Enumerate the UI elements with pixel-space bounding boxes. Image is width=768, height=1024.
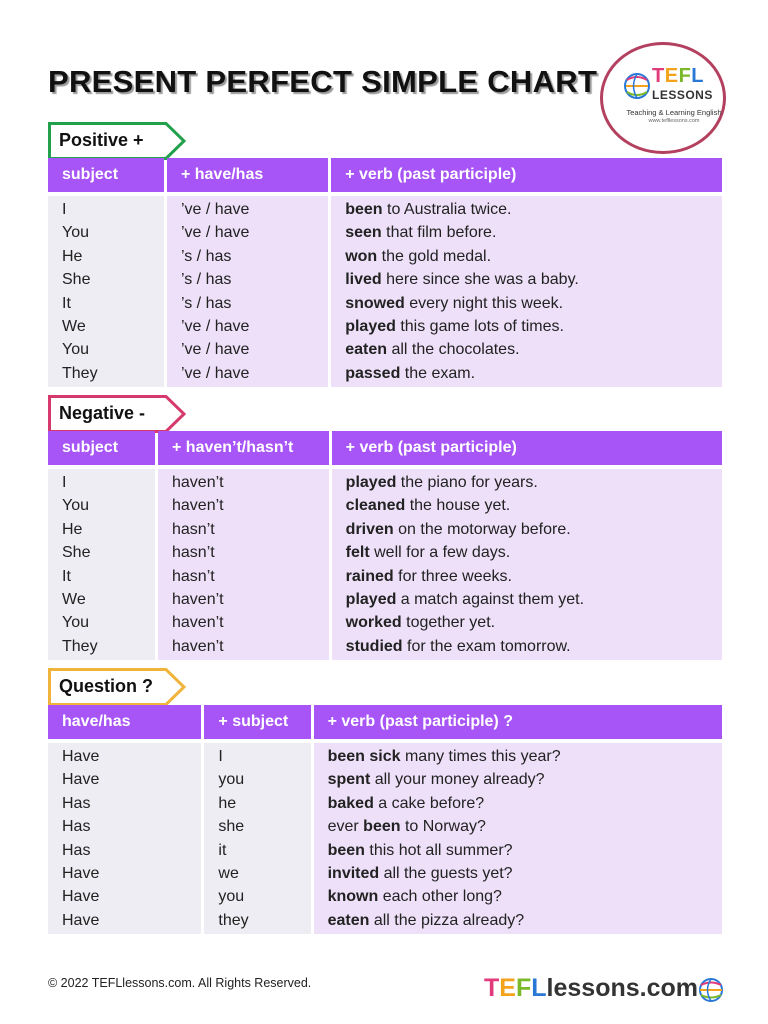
auxiliary-cell: haven’t	[158, 611, 329, 634]
past-participle: studied	[345, 637, 403, 655]
header-havent-hasnt: + haven’t/hasn’t	[158, 431, 329, 469]
phrase-rest: for three weeks.	[393, 567, 512, 585]
auxiliary-cell: hasn’t	[158, 565, 329, 588]
phrase-rest: every night this week.	[404, 294, 564, 312]
phrase-rest: a cake before?	[373, 794, 485, 812]
verb-phrase-cell	[314, 743, 722, 768]
subject-cell: It	[48, 565, 155, 588]
subject-cell: You	[48, 494, 155, 517]
subject-cell: We	[48, 588, 155, 611]
subject-cell: I	[48, 196, 164, 221]
subject-cell: they	[204, 909, 310, 934]
verb-phrase-cell	[332, 565, 722, 588]
table-row	[48, 743, 722, 768]
past-participle: spent	[327, 771, 371, 789]
phrase-rest: together yet.	[401, 614, 496, 632]
auxiliary-cell: Has	[48, 839, 201, 862]
phrase-rest: all the chocolates.	[387, 341, 520, 359]
logo-lessons-text: LESSONS	[652, 88, 713, 102]
subject-cell: They	[48, 362, 164, 387]
verb-phrase-cell	[331, 338, 722, 361]
past-participle: passed	[345, 364, 401, 382]
past-participle: cleaned	[345, 497, 406, 515]
past-participle: worked	[345, 614, 402, 632]
header-subject: subject	[48, 431, 155, 469]
phrase-rest: the house yet.	[405, 497, 511, 515]
past-participle: played	[345, 591, 397, 609]
subject-cell: He	[48, 518, 155, 541]
verb-phrase-cell	[332, 541, 722, 564]
past-participle: driven	[345, 520, 394, 538]
auxiliary-cell: ’ve / have	[167, 338, 328, 361]
table-row	[48, 315, 722, 338]
verb-phrase-cell	[332, 518, 722, 541]
phrase-rest: for the exam tomorrow.	[402, 637, 571, 655]
auxiliary-cell: ’ve / have	[167, 221, 328, 244]
table-row	[48, 839, 722, 862]
verb-phrase-cell	[331, 196, 722, 221]
verb-phrase-cell	[331, 268, 722, 291]
table-row	[48, 909, 722, 934]
verb-phrase-cell	[331, 362, 722, 387]
verb-phrase-cell	[314, 839, 722, 862]
table-row	[48, 196, 722, 221]
table-row	[48, 885, 722, 908]
past-participle: known	[327, 888, 379, 906]
subject-cell: I	[48, 469, 155, 494]
auxiliary-cell: hasn’t	[158, 541, 329, 564]
table-row	[48, 362, 722, 387]
table-row	[48, 268, 722, 291]
subject-cell: She	[48, 268, 164, 291]
negative-label-text: Negative -	[59, 403, 146, 423]
table-row	[48, 494, 722, 517]
verb-phrase-cell	[331, 245, 722, 268]
header-have-has: + have/has	[167, 158, 328, 196]
auxiliary-cell: haven’t	[158, 635, 329, 660]
table-row	[48, 588, 722, 611]
past-participle: been	[345, 201, 383, 218]
auxiliary-cell: Have	[48, 743, 201, 768]
verb-phrase-cell	[314, 862, 722, 885]
positive-label-text: Positive +	[59, 130, 144, 150]
phrase-rest: on the motorway before.	[393, 520, 571, 538]
subject-cell: you	[204, 885, 310, 908]
header-have-has: have/has	[48, 705, 201, 743]
phrase-rest: each other long?	[378, 888, 502, 906]
past-participle: rained	[345, 567, 394, 585]
past-participle: eaten	[345, 341, 387, 359]
verb-phrase-cell	[332, 635, 722, 660]
header-verb: + verb (past participle) ?	[314, 705, 722, 743]
table-row	[48, 221, 722, 244]
header-subject: + subject	[204, 705, 310, 743]
auxiliary-cell: ’ve / have	[167, 196, 328, 221]
globe-icon	[624, 68, 650, 104]
verb-phrase-cell	[314, 768, 722, 791]
page-title: PRESENT PERFECT SIMPLE CHART	[48, 64, 598, 99]
past-participle: invited	[327, 865, 380, 883]
verb-phrase-cell	[331, 221, 722, 244]
past-participle: lived	[345, 271, 382, 289]
table-row	[48, 518, 722, 541]
past-participle: baked	[327, 794, 374, 812]
logo-wordmark: TEFL	[652, 65, 704, 87]
footer-brand: TEFLlessons.com	[484, 974, 698, 1002]
subject-cell: She	[48, 541, 155, 564]
phrase-rest: all the pizza already?	[369, 911, 525, 929]
phrase-rest: the piano for years.	[396, 474, 538, 491]
question-label-text: Question ?	[59, 676, 153, 696]
auxiliary-cell: Have	[48, 862, 201, 885]
past-participle: played	[345, 318, 396, 336]
verb-phrase-cell	[332, 469, 722, 494]
past-participle: eaten	[327, 911, 370, 929]
subject-cell: He	[48, 245, 164, 268]
table-row	[48, 862, 722, 885]
auxiliary-cell: hasn’t	[158, 518, 329, 541]
phrase-rest: the gold medal.	[377, 247, 492, 265]
verb-phrase-cell	[314, 815, 722, 838]
phrase-rest: that film before.	[381, 224, 497, 242]
positive-table	[45, 158, 725, 387]
verb-phrase-cell	[314, 885, 722, 908]
phrase-rest: this hot all summer?	[364, 841, 513, 859]
verb-phrase-cell	[331, 292, 722, 315]
auxiliary-cell: Have	[48, 885, 201, 908]
auxiliary-cell: ’ve / have	[167, 315, 328, 338]
verb-phrase-cell	[314, 909, 722, 934]
subject-cell: you	[204, 768, 310, 791]
past-participle: won	[345, 247, 378, 265]
phrase-rest: all your money already?	[370, 771, 545, 789]
subject-cell: They	[48, 635, 155, 660]
past-participle: been	[327, 841, 365, 859]
subject-cell: we	[204, 862, 310, 885]
phrase-rest: this game lots of times.	[395, 318, 564, 336]
subject-cell: You	[48, 221, 164, 244]
subject-cell: I	[204, 743, 310, 768]
past-participle: played	[345, 474, 397, 491]
table-row	[48, 768, 722, 791]
auxiliary-cell: Has	[48, 815, 201, 838]
subject-cell: he	[204, 792, 310, 815]
subject-cell: You	[48, 338, 164, 361]
globe-icon	[698, 977, 724, 1003]
auxiliary-cell: Has	[48, 792, 201, 815]
phrase-rest: to Norway?	[400, 818, 486, 836]
subject-cell: We	[48, 315, 164, 338]
table-row	[48, 635, 722, 660]
auxiliary-cell: haven’t	[158, 494, 329, 517]
question-table	[45, 705, 725, 934]
past-participle: felt	[345, 544, 370, 562]
verb-phrase-cell	[331, 315, 722, 338]
auxiliary-cell: ’s / has	[167, 292, 328, 315]
verb-phrase-cell	[332, 494, 722, 517]
table-row	[48, 565, 722, 588]
phrase-rest: many times this year?	[400, 748, 561, 765]
table-row	[48, 792, 722, 815]
auxiliary-cell: Have	[48, 768, 201, 791]
verb-phrase-cell	[314, 792, 722, 815]
verb-phrase-cell	[332, 611, 722, 634]
table-row	[48, 611, 722, 634]
phrase-prefix: ever	[327, 818, 364, 836]
negative-table	[45, 431, 725, 660]
auxiliary-cell: ’s / has	[167, 245, 328, 268]
phrase-rest: to Australia twice.	[382, 201, 512, 218]
subject-cell: It	[48, 292, 164, 315]
table-row	[48, 292, 722, 315]
table-row	[48, 541, 722, 564]
header-verb: + verb (past participle)	[331, 158, 722, 196]
phrase-rest: well for a few days.	[369, 544, 511, 562]
subject-cell: it	[204, 839, 310, 862]
auxiliary-cell: haven’t	[158, 469, 329, 494]
auxiliary-cell: Have	[48, 909, 201, 934]
table-row	[48, 245, 722, 268]
auxiliary-cell: haven’t	[158, 588, 329, 611]
header-verb: + verb (past participle)	[332, 431, 722, 469]
subject-cell: You	[48, 611, 155, 634]
phrase-rest: all the guests yet?	[379, 865, 513, 883]
auxiliary-cell: ’s / has	[167, 268, 328, 291]
past-participle: been	[363, 818, 401, 836]
table-row	[48, 469, 722, 494]
past-participle: snowed	[345, 294, 405, 312]
logo-url: www.tefllessons.com	[648, 118, 700, 124]
subject-cell: she	[204, 815, 310, 838]
table-row	[48, 815, 722, 838]
logo-tagline: Teaching & Learning English	[626, 108, 722, 117]
verb-phrase-cell	[332, 588, 722, 611]
phrase-rest: here since she was a baby.	[381, 271, 579, 289]
phrase-rest: the exam.	[400, 364, 476, 382]
past-participle: seen	[345, 224, 382, 242]
header-subject: subject	[48, 158, 164, 196]
auxiliary-cell: ’ve / have	[167, 362, 328, 387]
copyright-text: © 2022 TEFLlessons.com. All Rights Reserved.	[48, 976, 312, 990]
phrase-rest: a match against them yet.	[396, 591, 585, 609]
table-row	[48, 338, 722, 361]
past-participle: been sick	[327, 748, 401, 765]
